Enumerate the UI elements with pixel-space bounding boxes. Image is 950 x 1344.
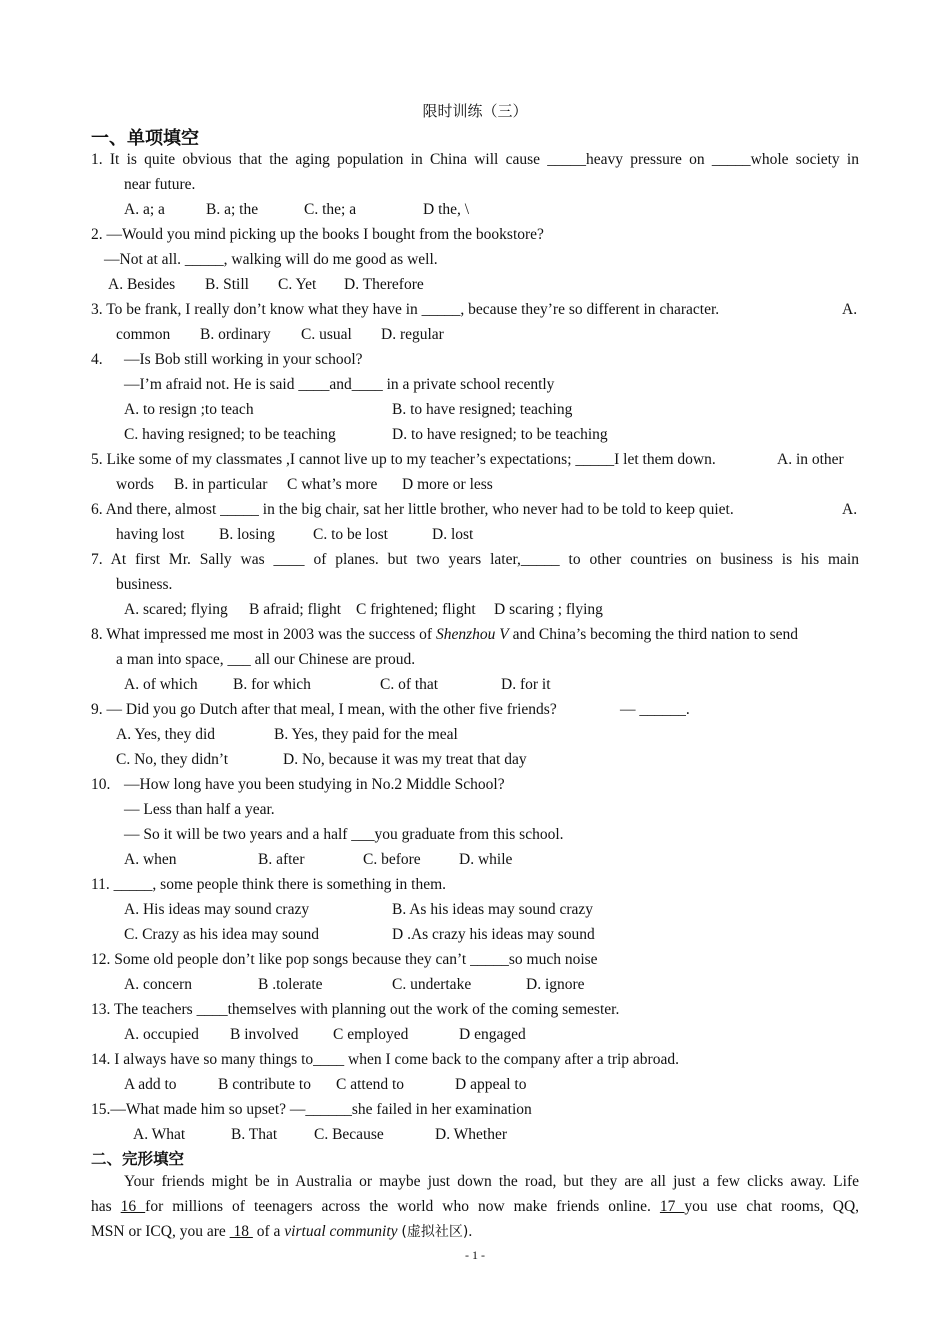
- q12-option-b: B .tolerate: [258, 976, 323, 993]
- cloze-line-2: has 16 for millions of teenagers across the world who now make friends online. 17 you use chat rooms, QQ,: [91, 1198, 860, 1215]
- question-4-stem: —Is Bob still working in your school?: [124, 351, 363, 368]
- q3-option-a: common: [116, 326, 171, 343]
- q11-option-a: A. His ideas may sound crazy: [124, 901, 310, 918]
- cloze-blank-18[interactable]: 18: [229, 1223, 253, 1240]
- q8-option-c: C. of that: [380, 676, 439, 693]
- question-2-stem: 2. —Would you mind picking up the books I bought from the bookstore?: [91, 226, 544, 243]
- q1-option-d: D the, \: [423, 201, 470, 218]
- q6-option-a: having lost: [116, 526, 185, 543]
- q5-option-c: C what’s more: [287, 476, 378, 493]
- question-4-number: 4.: [91, 351, 103, 368]
- q11-option-d: D .As crazy his ideas may sound: [392, 926, 595, 943]
- q12-option-c: C. undertake: [392, 976, 472, 993]
- q5-option-b: B. in particular: [174, 476, 268, 493]
- q6-option-d: D. lost: [432, 526, 474, 543]
- q14-option-d: D appeal to: [455, 1076, 527, 1093]
- question-10-number: 10.: [91, 776, 111, 793]
- question-2-response: —Not at all. _____, walking will do me good as well.: [104, 251, 438, 268]
- question-5-stem: 5. Like some of my classmates ,I cannot live up to my teacher’s expectations; _____I let them down.: [91, 451, 716, 468]
- q13-option-d: D engaged: [459, 1026, 526, 1043]
- q14-option-c: C attend to: [336, 1076, 405, 1093]
- q13-option-b: B involved: [230, 1026, 299, 1043]
- q14-option-a: A add to: [124, 1076, 177, 1093]
- question-15-stem: 15.—What made him so upset? —______she failed in her examination: [91, 1101, 532, 1118]
- q9-option-c: C. No, they didn’t: [116, 751, 229, 768]
- q3-option-c: C. usual: [301, 326, 352, 343]
- section-heading-single-choice: 一、单项填空: [91, 128, 199, 149]
- q2-option-d: D. Therefore: [344, 276, 424, 293]
- q10-option-d: D. while: [459, 851, 513, 868]
- q11-option-c: C. Crazy as his idea may sound: [124, 926, 320, 943]
- question-10-response: — Less than half a year.: [124, 801, 275, 818]
- question-9-answer-blank: — ______.: [620, 701, 690, 718]
- cloze-line-3: MSN or ICQ, you are 18 of a virtual community (虚拟社区).: [91, 1223, 473, 1240]
- cloze-blank-17[interactable]: 17: [659, 1198, 685, 1215]
- question-8-stem-cont: a man into space, ___ all our Chinese are proud.: [116, 651, 416, 668]
- q7-option-c: C frightened; flight: [356, 601, 476, 618]
- q6-option-a-letter: A.: [842, 501, 858, 518]
- question-4-response: —I’m afraid not. He is said ____and____ in a private school recently: [124, 376, 555, 393]
- q4-option-d: D. to have resigned; to be teaching: [392, 426, 608, 443]
- q15-option-b: B. That: [231, 1126, 278, 1143]
- q15-option-c: C. Because: [314, 1126, 384, 1143]
- question-10-followup: — So it will be two years and a half ___you graduate from this school.: [124, 826, 564, 843]
- q1-option-c: C. the; a: [304, 201, 357, 218]
- q5-option-d: D more or less: [402, 476, 493, 493]
- question-12-stem: 12. Some old people don’t like pop songs because they can’t _____so much noise: [91, 951, 598, 968]
- q8-option-d: D. for it: [501, 676, 551, 693]
- page-title: 限时训练（三）: [422, 102, 528, 120]
- q10-option-b: B. after: [258, 851, 305, 868]
- question-14-stem: 14. I always have so many things to____ when I come back to the company after a trip abroad.: [91, 1051, 679, 1068]
- q2-option-a: A. Besides: [108, 276, 176, 293]
- q7-option-b: B afraid; flight: [249, 601, 342, 618]
- question-3-stem: 3. To be frank, I really don’t know what they have in _____, because they’re so different in character.: [91, 301, 720, 318]
- q7-option-a: A. scared; flying: [124, 601, 228, 618]
- q3-option-a-letter: A.: [842, 301, 858, 318]
- q5-option-a: words: [116, 476, 154, 493]
- q8-option-a: A. of which: [124, 676, 198, 693]
- q3-option-b: B. ordinary: [200, 326, 271, 343]
- q12-option-d: D. ignore: [526, 976, 585, 993]
- q9-option-d: D. No, because it was my treat that day: [283, 751, 527, 768]
- q9-option-b: B. Yes, they paid for the meal: [274, 726, 458, 743]
- q13-option-c: C employed: [333, 1026, 409, 1043]
- q9-option-a: A. Yes, they did: [116, 726, 216, 743]
- q2-option-c: C. Yet: [278, 276, 317, 293]
- question-13-stem: 13. The teachers ____themselves with planning out the work of the coming semester.: [91, 1001, 620, 1018]
- question-7-stem: 7. At first Mr. Sally was ____ of planes. but two years later,_____ to other countries on business is his main: [91, 551, 859, 568]
- question-7-stem-cont: business.: [116, 576, 173, 593]
- section-heading-cloze: 二、完形填空: [91, 1150, 185, 1168]
- q4-option-a: A. to resign ;to teach: [124, 401, 254, 418]
- q15-option-a: A. What: [133, 1126, 186, 1143]
- question-1-stem-cont: near future.: [124, 176, 196, 193]
- q12-option-a: A. concern: [124, 976, 192, 993]
- q14-option-b: B contribute to: [218, 1076, 311, 1093]
- question-8-stem: 8. What impressed me most in 2003 was the success of Shenzhou V and China’s becoming the third nation to send: [91, 626, 799, 643]
- question-11-stem: 11. _____, some people think there is something in them.: [91, 876, 447, 893]
- q8-option-b: B. for which: [233, 676, 311, 693]
- q4-option-c: C. having resigned; to be teaching: [124, 426, 336, 443]
- q6-option-c: C. to be lost: [313, 526, 388, 543]
- q7-option-d: D scaring ; flying: [494, 601, 603, 618]
- question-6-stem: 6. And there, almost _____ in the big chair, sat her little brother, who never had to be told to keep quiet.: [91, 501, 734, 518]
- q11-option-b: B. As his ideas may sound crazy: [392, 901, 594, 918]
- question-10-stem: —How long have you been studying in No.2 Middle School?: [124, 776, 505, 793]
- q1-option-b: B. a; the: [206, 201, 259, 218]
- q6-option-b: B. losing: [219, 526, 275, 543]
- q5-option-a-start: A. in other: [777, 451, 844, 468]
- question-9-stem: 9. — Did you go Dutch after that meal, I mean, with the other five friends?: [91, 701, 557, 718]
- q10-option-c: C. before: [363, 851, 421, 868]
- cloze-blank-16[interactable]: 16: [120, 1198, 146, 1215]
- q2-option-b: B. Still: [205, 276, 249, 293]
- q1-option-a: A. a; a: [124, 201, 165, 218]
- q10-option-a: A. when: [124, 851, 177, 868]
- q3-option-d: D. regular: [381, 326, 444, 343]
- q13-option-a: A. occupied: [124, 1026, 199, 1043]
- question-1-stem: 1. It is quite obvious that the aging population in China will cause _____heavy pressure on _____whole society in: [91, 151, 859, 168]
- q4-option-b: B. to have resigned; teaching: [392, 401, 573, 418]
- page-number: - 1 -: [465, 1248, 485, 1262]
- cloze-line-1: Your friends might be in Australia or maybe just down the road, but they are all just a few clicks away. Life: [124, 1173, 859, 1190]
- q15-option-d: D. Whether: [435, 1126, 508, 1143]
